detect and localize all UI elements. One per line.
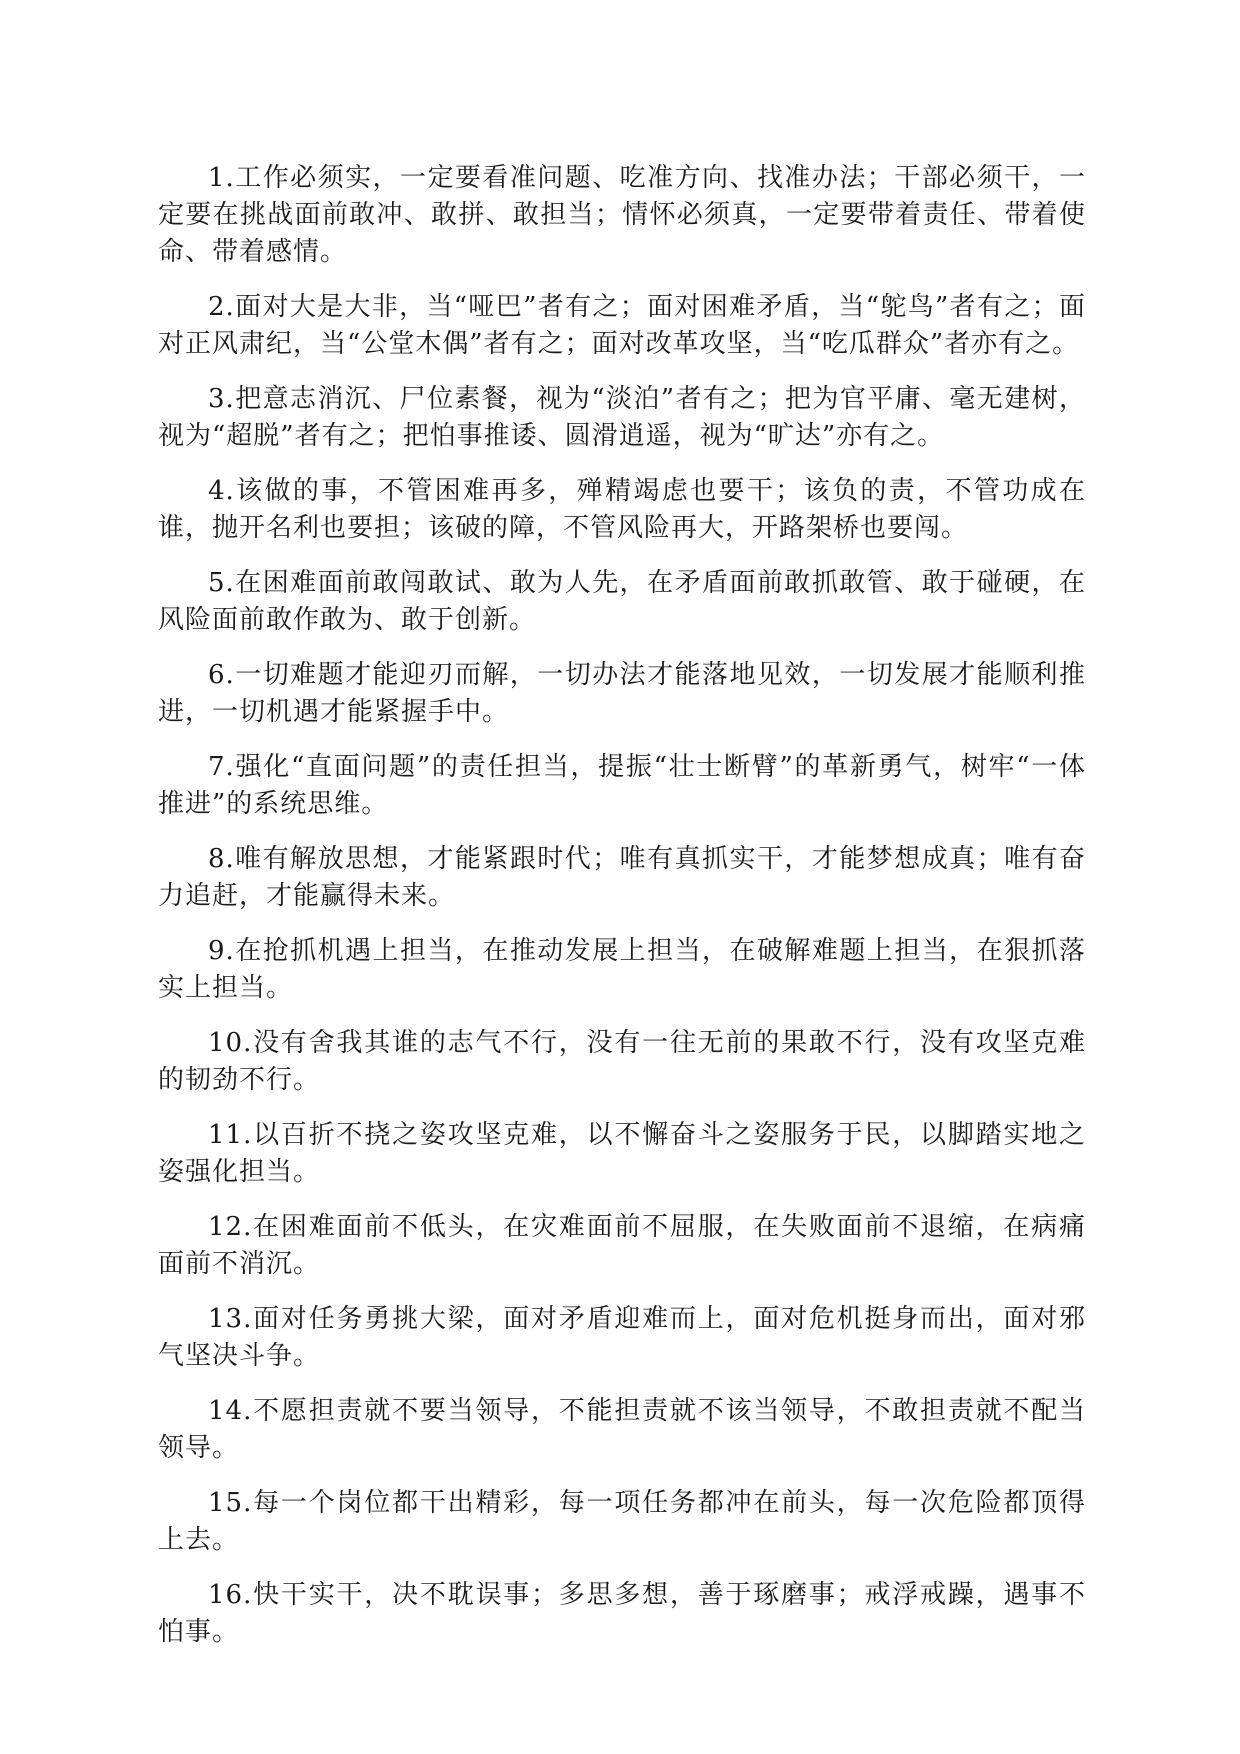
paragraph-3: 3.把意志消沉、尸位素餐，视为“淡泊”者有之；把为官平庸、毫无建树，视为“超脱”者有之；把怕事推诿、圆滑逍遥，视为“旷达”亦有之。: [158, 384, 1086, 451]
paragraph-7: 7.强化“直面问题”的责任担当，提振“壮士断臂”的革新勇气，树牢“一体推进”的系统思维。: [158, 752, 1086, 819]
paragraph-16: 16.快干实干，决不耽误事；多思多想，善于琢磨事；戒浮戒躁，遇事不怕事。: [158, 1580, 1086, 1647]
paragraph-11: 11.以百折不挠之姿攻坚克难，以不懈奋斗之姿服务于民，以脚踏实地之姿强化担当。: [158, 1120, 1086, 1187]
paragraph-6: 6.一切难题才能迎刃而解，一切办法才能落地见效，一切发展才能顺利推进，一切机遇才能紧握手中。: [158, 660, 1086, 727]
paragraph-12: 12.在困难面前不低头，在灾难面前不屈服，在失败面前不退缩，在病痛面前不消沉。: [158, 1212, 1086, 1279]
paragraph-9: 9.在抢抓机遇上担当，在推动发展上担当，在破解难题上担当，在狠抓落实上担当。: [158, 936, 1086, 1003]
paragraph-14: 14.不愿担责就不要当领导，不能担责就不该当领导，不敢担责就不配当领导。: [158, 1396, 1086, 1463]
paragraph-13: 13.面对任务勇挑大梁，面对矛盾迎难而上，面对危机挺身而出，面对邪气坚决斗争。: [158, 1304, 1086, 1371]
paragraph-2: 2.面对大是大非，当“哑巴”者有之；面对困难矛盾，当“鸵鸟”者有之；面对正风肃纪，当“公堂木偶”者有之；面对改革攻坚，当“吃瓜群众”者亦有之。: [158, 292, 1086, 359]
paragraph-8: 8.唯有解放思想，才能紧跟时代；唯有真抓实干，才能梦想成真；唯有奋力追赶，才能赢得未来。: [158, 844, 1086, 911]
paragraph-10: 10.没有舍我其谁的志气不行，没有一往无前的果敢不行，没有攻坚克难的韧劲不行。: [158, 1028, 1086, 1095]
paragraph-5: 5.在困难面前敢闯敢试、敢为人先，在矛盾面前敢抓敢管、敢于碰硬，在风险面前敢作敢为、敢于创新。: [158, 568, 1086, 635]
paragraph-15: 15.每一个岗位都干出精彩，每一项任务都冲在前头，每一次危险都顶得上去。: [158, 1488, 1086, 1555]
paragraph-1: 1.工作必须实，一定要看准问题、吃准方向、找准办法；干部必须干，一定要在挑战面前敢冲、敢拼、敢担当；情怀必须真，一定要带着责任、带着使命、带着感情。: [158, 163, 1086, 267]
document-body: [158, 160, 1086, 1669]
paragraph-4: 4.该做的事，不管困难再多，殚精竭虑也要干；该负的责，不管功成在谁，抛开名利也要担；该破的障，不管风险再大，开路架桥也要闯。: [158, 476, 1086, 543]
